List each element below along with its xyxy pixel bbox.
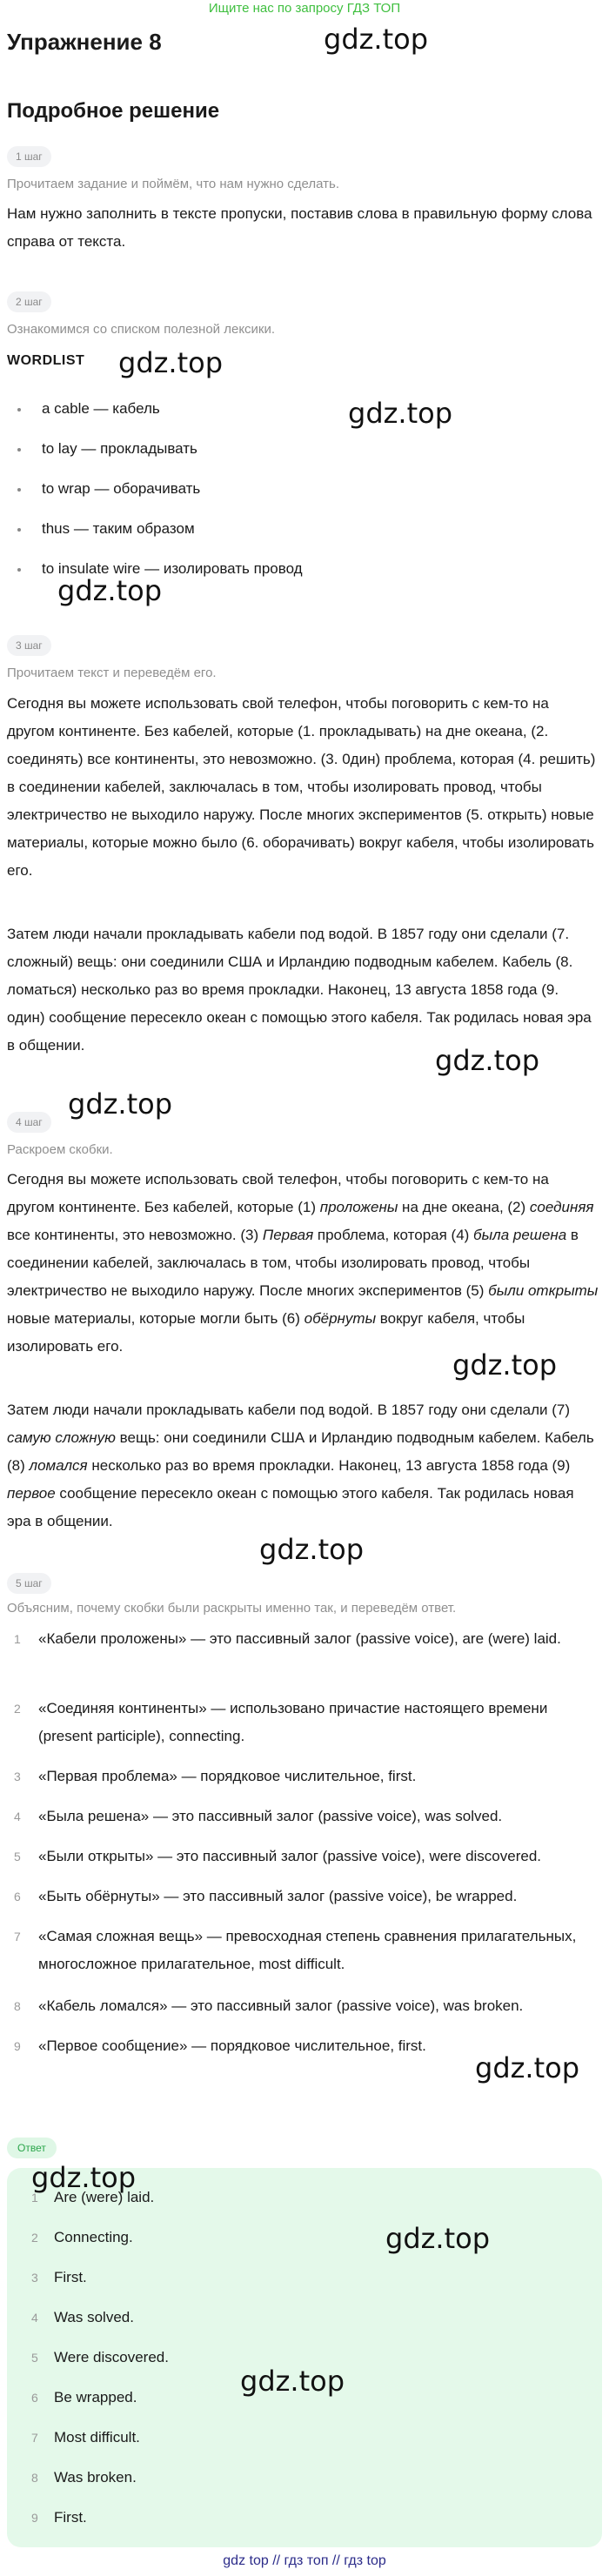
wordlist-title: WORDLIST: [7, 353, 85, 368]
explanation-item: 9 «Первое сообщение» — порядковое числительное, first.: [14, 2037, 426, 2054]
exercise-title: Упражнение 8: [7, 29, 162, 55]
step-badge: 5 шаг: [7, 1573, 51, 1594]
wordlist-item-text: to insulate wire — изолировать провод: [42, 560, 303, 577]
watermark: gdz.top: [475, 2051, 580, 2084]
answer-item: 7 Most difficult.: [31, 2429, 140, 2446]
bullet-icon: [17, 528, 21, 532]
watermark: gdz.top: [452, 1348, 558, 1382]
explanation-item: 1 «Кабели проложены» — это пассивный залог (passive voice), are (were) laid.: [14, 1630, 561, 1647]
answer-word: были открыты: [488, 1282, 599, 1299]
step-text: Нам нужно заполнить в тексте пропуски, поставив слова в правильную форму слова справа от текста.: [7, 205, 592, 250]
answer-word: обёрнуты: [304, 1310, 377, 1327]
answer-item: 9 First.: [31, 2509, 87, 2526]
step-badge: 2 шаг: [7, 291, 51, 312]
translation-paragraph: Затем люди начали прокладывать кабели под водой. В 1857 году они сделали (7. сложный) вещь: они соединили США и Ирландию подводным кабелем. Кабель (8. ломаться) несколько раз во время прокладки. Наконец, 13 августа 1858 года (9. один) сообщение пересекло океан с помощью этого кабеля. Так родилась новая эра в общении.: [7, 926, 592, 1054]
bullet-icon: [17, 568, 21, 572]
step-caption: Ознакомимся со списком полезной лексики.: [7, 322, 276, 337]
footer-watermark: gdz top // гдз топ // гдз top: [223, 2553, 386, 2568]
solution-title: Подробное решение: [7, 99, 220, 123]
answer-word: соединяя: [529, 1199, 594, 1215]
explanation-item: 6 «Быть обёрнуты» — это пассивный залог (passive voice), be wrapped.: [14, 1888, 518, 1904]
answer-word: первое: [7, 1485, 56, 1502]
wordlist-item: [17, 517, 195, 541]
answer-item: 8 Was broken.: [31, 2469, 137, 2486]
answer-item: 1 Are (were) laid.: [31, 2189, 155, 2205]
answer-badge: Ответ: [7, 2138, 57, 2158]
explanation-item: 3 «Первая проблема» — порядковое числительное, first.: [14, 1768, 417, 1784]
step-caption: Прочитаем текст и переведём его.: [7, 666, 217, 680]
answer-word: проложены: [319, 1199, 398, 1215]
answer-item: 4 Was solved.: [31, 2309, 134, 2325]
answer-word: самую сложную: [7, 1429, 116, 1446]
wordlist-item-text: a cable — кабель: [42, 400, 160, 417]
wordlist-item: [17, 477, 200, 501]
explanation-item: 8 «Кабель ломался» — это пассивный залог (passive voice), was broken.: [14, 1997, 524, 2014]
watermark: gdz.top: [435, 1044, 540, 1077]
bullet-icon: [17, 448, 21, 452]
wordlist-item: [17, 397, 160, 421]
opened-paragraph: Затем люди начали прокладывать кабели под водой. В 1857 году они сделали (7) самую сложную вещь: они соединили США и Ирландию подводным кабелем. Кабель (8) ломался несколько раз во время прокладки. Наконец, 13 августа 1858 года (9) первое сообщение пересекло океан с помощью этого кабеля. Так родилась новая эра в общении.: [7, 1402, 594, 1529]
watermark: gdz.top: [57, 574, 163, 607]
answer-word: Первая: [262, 1227, 314, 1243]
bullet-icon: [17, 488, 21, 492]
wordlist-item-text: to lay — прокладывать: [42, 440, 197, 457]
wordlist-item-text: to wrap — оборачивать: [42, 480, 201, 497]
watermark: gdz.top: [240, 2365, 345, 2398]
answer-item: 3 First.: [31, 2269, 87, 2285]
watermark: gdz.top: [348, 397, 453, 430]
answer-item: 5 Were discovered.: [31, 2349, 169, 2365]
explanation-item: 2 «Соединяя континенты» — использовано причастие настоящего времени (present participle), connecting.: [14, 1700, 548, 1744]
step-caption: Прочитаем задание и поймём, что нам нужно сделать.: [7, 177, 340, 191]
opened-paragraph: Сегодня вы можете использовать свой телефон, чтобы поговорить с кем-то на другом континенте. Без кабелей, которые (1) проложены на дне океана, (2) соединяя все континенты, это невозможно. (3) Первая проблема, которая (4) была решена в соединении кабелей, заключалась в том, чтобы изолировать провод, чтобы электричество не выходило наружу. После многих экспериментов (5) были открыты новые материалы, которые могли быть (6) обёрнуты вокруг кабеля, чтобы изолировать его.: [7, 1171, 599, 1355]
translation-paragraph: Сегодня вы можете использовать свой телефон, чтобы поговорить с кем-то на другом континенте. Без кабелей, которые (1. прокладывать) на дне океана, (2. соединять) все континенты, это невозможно. (3. 0дин) проблема, которая (4. решить) в соединении кабелей, заключалась в том, чтобы изолировать провод, чтобы электричество не выходило наружу. После многих экспериментов (5. открыть) новые материалы, которые можно было (6. оборачивать) вокруг кабеля, чтобы изолировать его.: [7, 695, 596, 879]
wordlist-item-text: thus — таким образом: [42, 520, 195, 537]
answer-word: ломался: [29, 1457, 88, 1474]
step-caption: Объясним, почему скобки были раскрыты именно так, и переведём ответ.: [7, 1601, 457, 1616]
explanation-item: 7 «Самая сложная вещь» — превосходная степень сравнения прилагательных, многосложное прилагательное, most difficult.: [14, 1928, 577, 1972]
search-banner[interactable]: Ищите нас по запросу ГДЗ ТОП: [208, 1, 401, 16]
watermark: gdz.top: [118, 346, 224, 379]
wordlist-item: [17, 437, 197, 461]
explanation-item: 5 «Были открыты» — это пассивный залог (passive voice), were discovered.: [14, 1848, 541, 1864]
watermark: gdz.top: [385, 2222, 491, 2255]
step-badge: 1 шаг: [7, 146, 51, 167]
watermark: gdz.top: [259, 1533, 365, 1566]
watermark: gdz.top: [68, 1087, 173, 1121]
step-badge: 4 шаг: [7, 1112, 51, 1133]
watermark: gdz.top: [31, 2161, 137, 2194]
answer-item: 2 Connecting.: [31, 2229, 133, 2245]
step-caption: Раскроем скобки.: [7, 1142, 113, 1157]
watermark: gdz.top: [324, 23, 429, 56]
answer-word: была решена: [473, 1227, 567, 1243]
bullet-icon: [17, 408, 21, 411]
step-badge: 3 шаг: [7, 635, 51, 656]
answer-item: 6 Be wrapped.: [31, 2389, 137, 2405]
explanation-item: 4 «Была решена» — это пассивный залог (passive voice), was solved.: [14, 1808, 503, 1824]
